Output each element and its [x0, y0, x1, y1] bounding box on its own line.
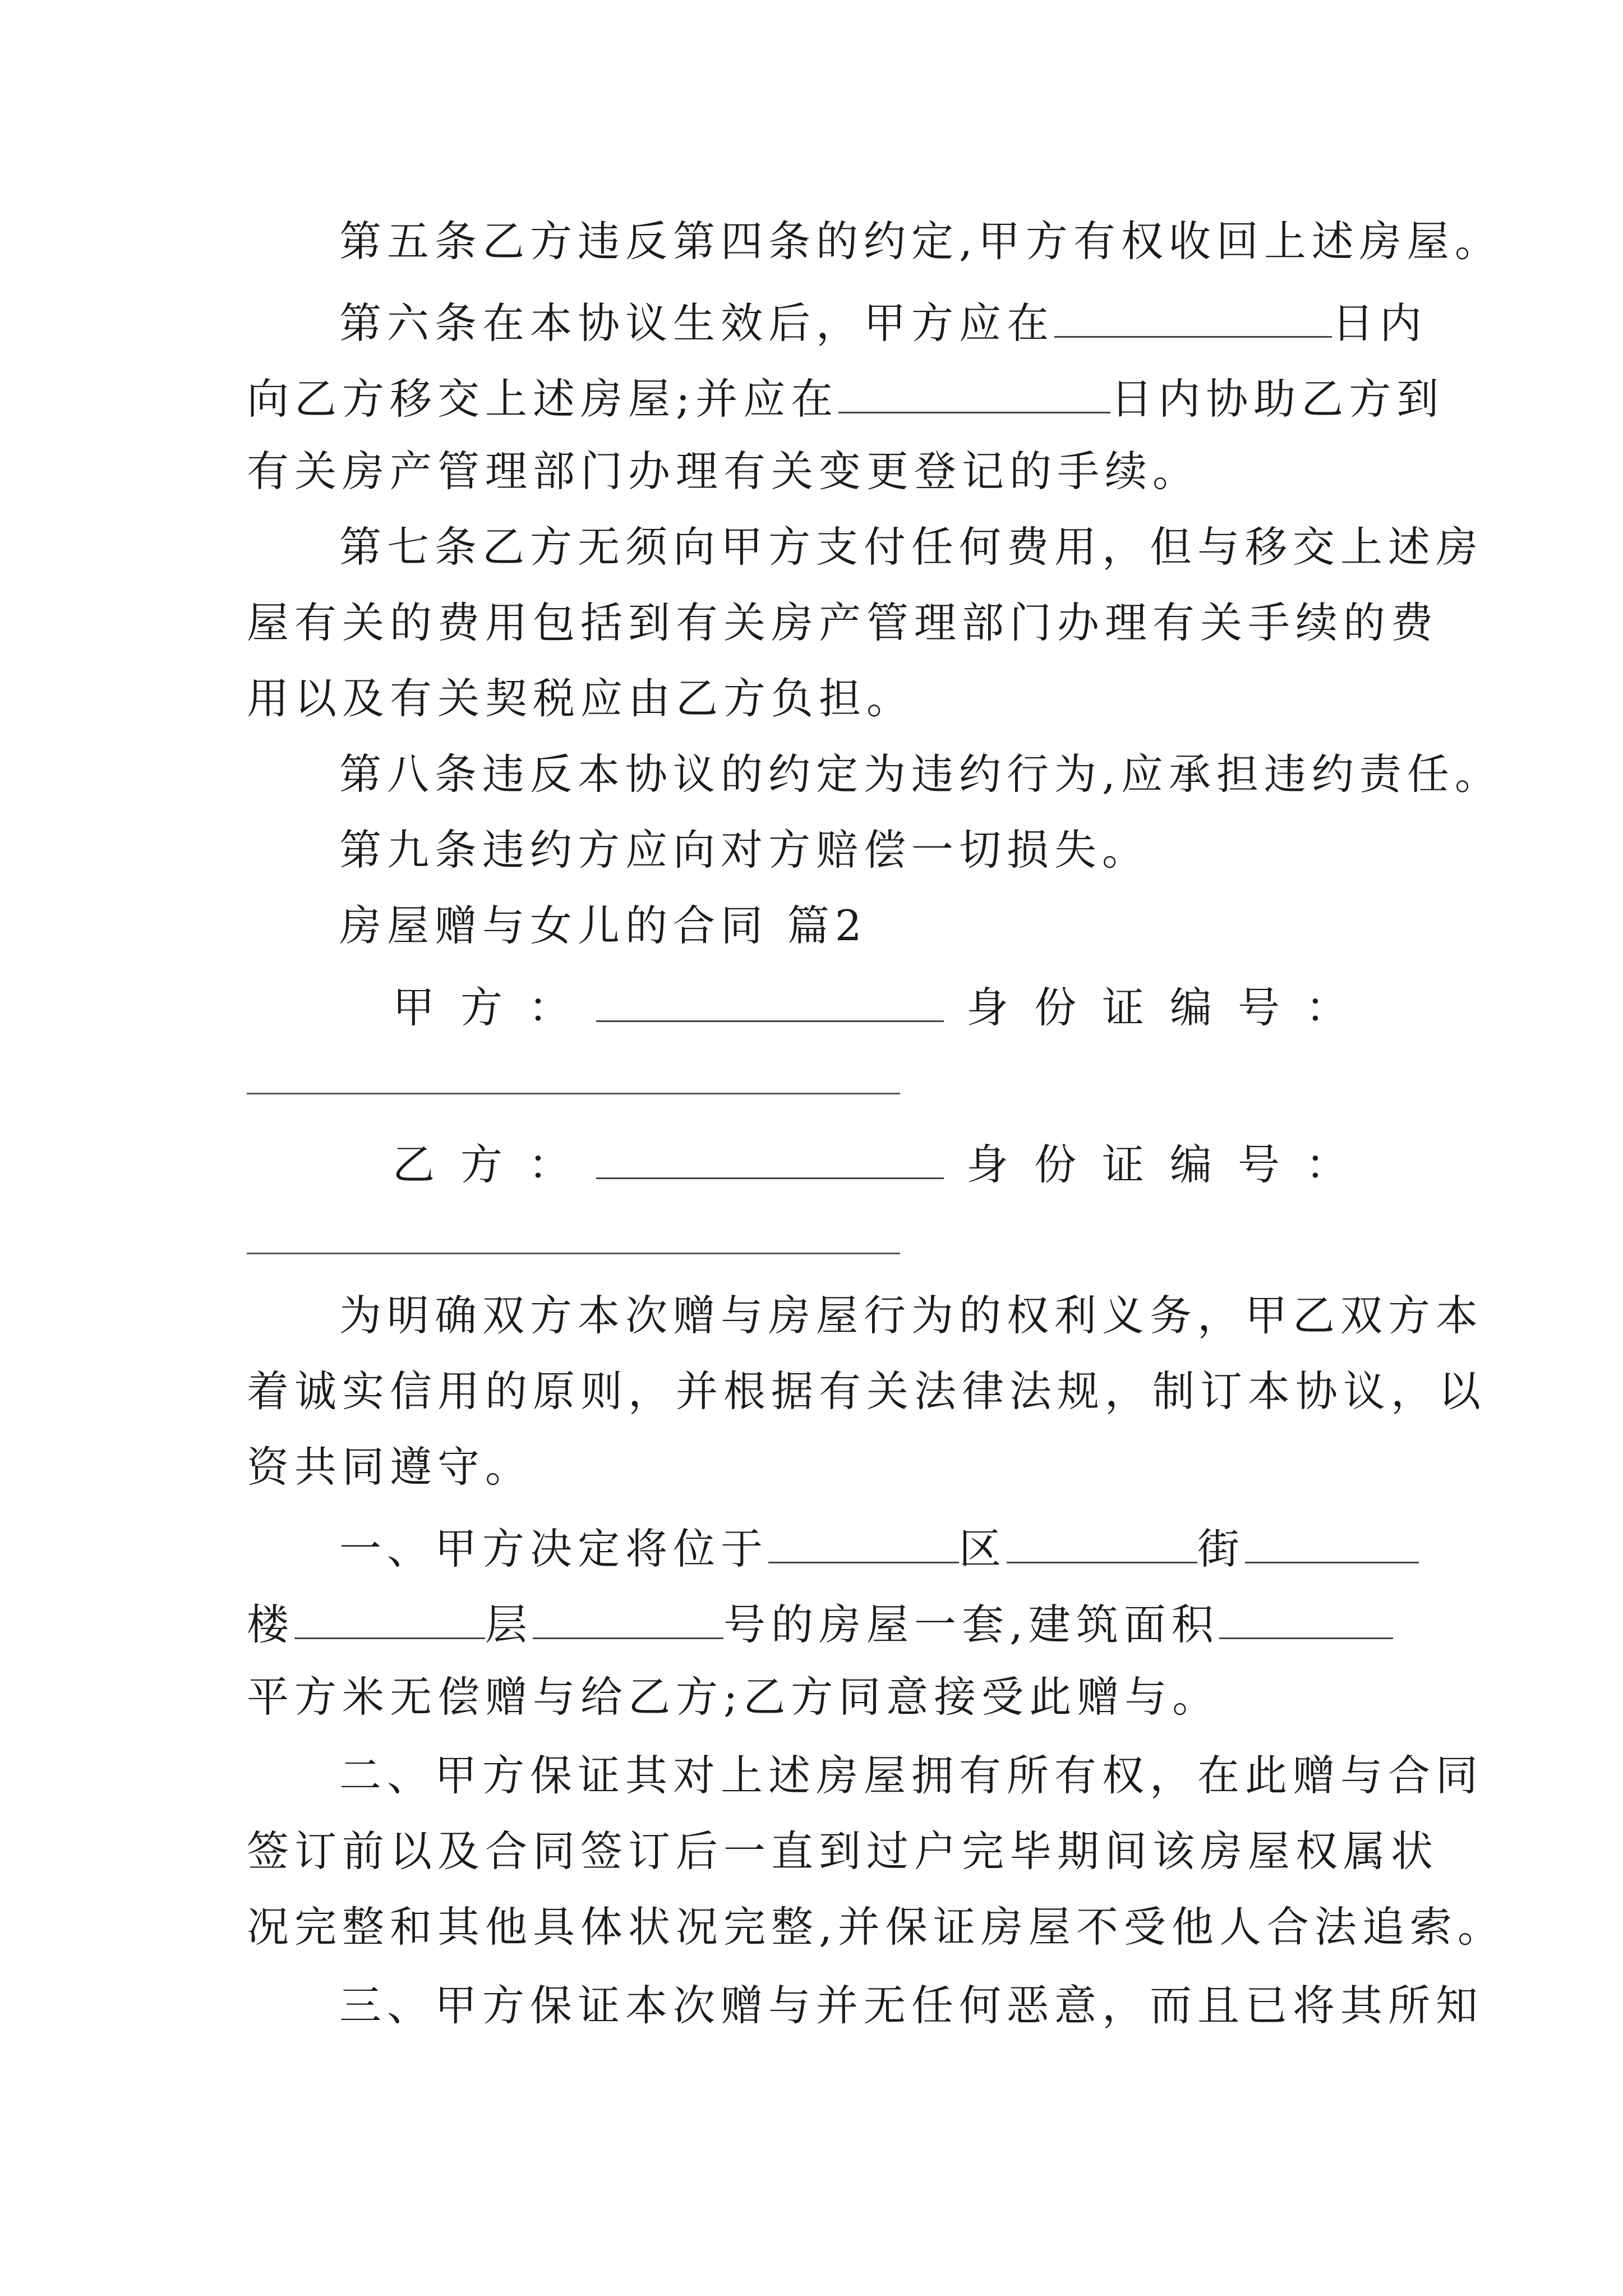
clause-6-text-3: 日内协助乙方到 — [1110, 374, 1445, 424]
street-blank[interactable] — [1007, 1520, 1197, 1563]
clause-7-line-3: 用以及有关契税应由乙方负担。 — [247, 674, 915, 723]
clause-5: 第五条乙方违反第四条的约定,甲方有权收回上述房屋。 — [339, 217, 1502, 266]
party-b-id-blank[interactable] — [247, 1253, 900, 1254]
building-label: 楼 — [247, 1600, 295, 1649]
party-b-row — [393, 1136, 1391, 1192]
district-blank[interactable] — [768, 1520, 959, 1563]
clause-6-text-2: 向乙方移交上述房屋;并应在 — [247, 374, 839, 424]
party-a-row — [393, 979, 1391, 1035]
preamble-line-1: 为明确双方本次赠与房屋行为的权利义务，甲乙双方本 — [339, 1291, 1484, 1340]
clause-1-text: 一、甲方决定将位于 — [339, 1524, 769, 1573]
street-label: 街 — [1197, 1524, 1246, 1573]
clause-2-line-2: 签订前以及合同签订后一直到过户完毕期间该房屋权属状 — [247, 1826, 1439, 1876]
area-blank[interactable] — [1219, 1596, 1393, 1639]
clause-7-line-1: 第七条乙方无须向甲方支付任何费用，但与移交上述房 — [339, 522, 1484, 572]
clause-6-line-2 — [247, 370, 1445, 426]
clause-6-text: 第六条在本协议生效后，甲方应在 — [339, 298, 1055, 348]
party-b-label: 乙方： — [393, 1140, 597, 1189]
building-blank[interactable] — [294, 1596, 485, 1639]
clause-9: 第九条违约方应向对方赔偿一切损失。 — [339, 825, 1150, 875]
preamble-line-3: 资共同遵守。 — [247, 1442, 533, 1492]
floor-blank[interactable] — [533, 1596, 723, 1639]
floor-label: 层 — [485, 1600, 533, 1649]
clause-6-days: 日内 — [1332, 298, 1428, 348]
clause-6-line-1 — [339, 295, 1428, 351]
days-blank-2[interactable] — [838, 370, 1110, 413]
days-blank-1[interactable] — [1054, 295, 1332, 338]
party-a-name-blank[interactable] — [596, 979, 944, 1022]
party-b-id-label: 身份证编号： — [966, 1140, 1374, 1189]
clause-2-line-3: 况完整和其他具体状况完整,并保证房屋不受他人合法追索。 — [247, 1902, 1505, 1952]
preamble-line-2: 着诚实信用的原则，并根据有关法律法规，制订本协议，以 — [247, 1366, 1487, 1416]
party-a-id-label: 身份证编号： — [966, 983, 1374, 1032]
party-a-label: 甲方： — [393, 983, 597, 1032]
clause-1-line-2 — [247, 1596, 1391, 1652]
party-b-name-blank[interactable] — [596, 1136, 944, 1179]
clause-8: 第八条违反本协议的约定为违约行为,应承担违约责任。 — [339, 749, 1502, 799]
clause-6-line-3: 有关房产管理部门办理有关变更登记的手续。 — [247, 447, 1201, 496]
number-label: 号的房屋一套,建筑面积 — [723, 1600, 1219, 1649]
clause-1-line-1 — [339, 1520, 1391, 1576]
street-number-blank[interactable] — [1245, 1520, 1419, 1563]
clause-2-line-1: 二、甲方保证其对上述房屋拥有所有权，在此赠与合同 — [339, 1751, 1484, 1800]
clause-7-line-2: 屋有关的费用包括到有关房产管理部门办理有关手续的费 — [247, 598, 1439, 647]
section-title: 房屋赠与女儿的合同 篇2 — [339, 901, 868, 950]
party-a-id-blank[interactable] — [247, 1093, 900, 1094]
clause-3-line-1: 三、甲方保证本次赠与并无任何恶意，而且已将其所知 — [339, 1981, 1484, 2030]
clause-1-line-3: 平方米无偿赠与给乙方;乙方同意接受此赠与。 — [247, 1672, 1220, 1722]
district-label: 区 — [959, 1524, 1007, 1573]
